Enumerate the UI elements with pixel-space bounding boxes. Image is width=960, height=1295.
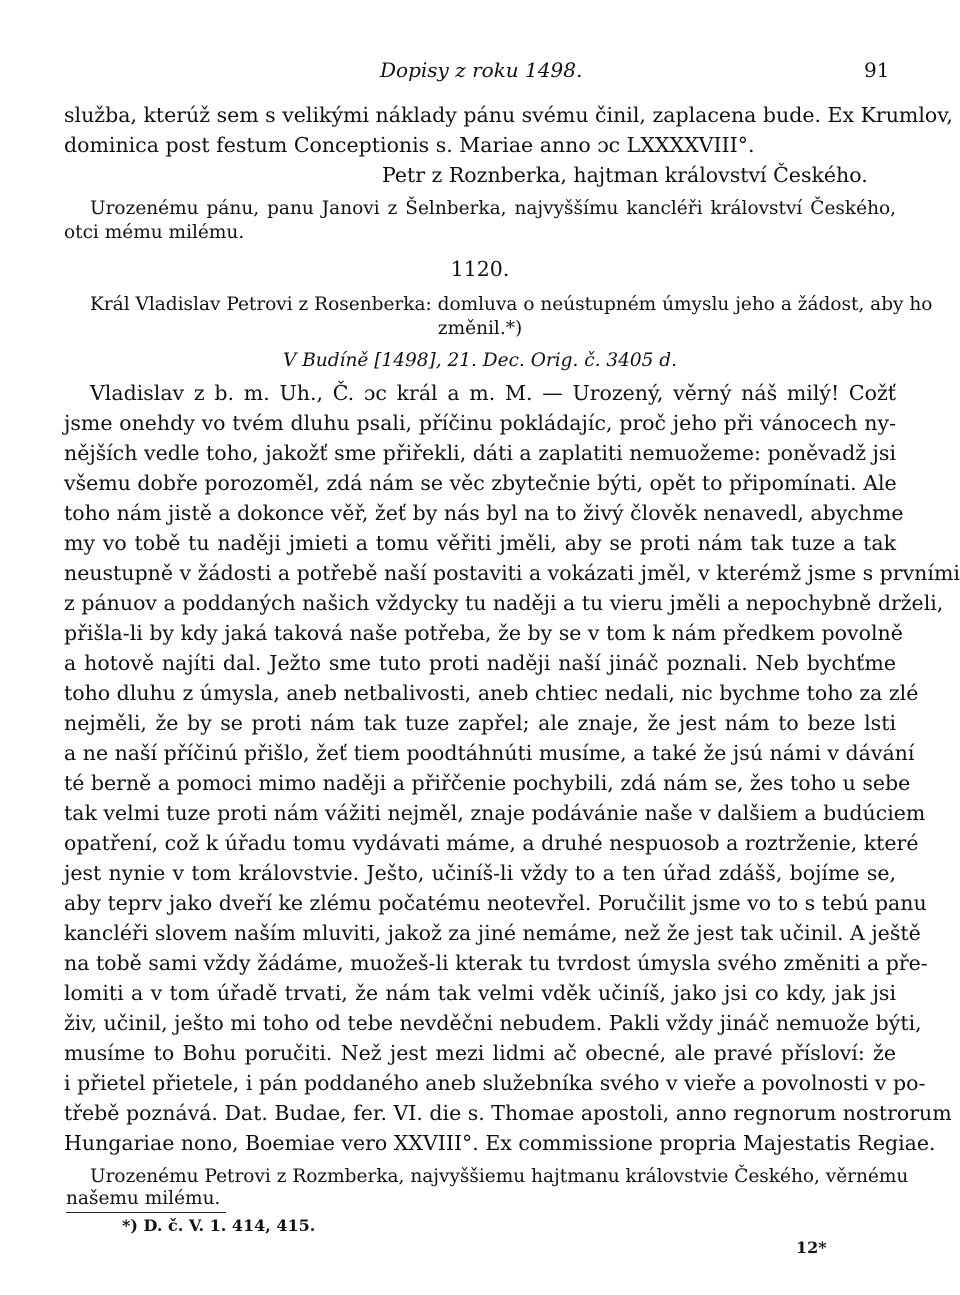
body-line: aby teprv jako dveří ke zlému počatému neotevřel. Poručilit jsme vo to s tebú panu	[64, 891, 927, 915]
body-line: a ne naší příčinú přišlo, žeť tiem poodtáhnúti musíme, a také že jsú námi v dávání	[64, 741, 915, 765]
document-number: 1120.	[450, 257, 510, 281]
dateline: V Budíně [1498], 21. Dec. Orig. č. 3405 d.	[282, 350, 678, 371]
body-line: i přietel přietele, i pán poddaného aneb služebníka svého v vieře a povolnosti v po-	[64, 1071, 926, 1095]
body-line: na tobě sami vždy žádáme, muožeš-li kterak tu tvrdost úmysla svého změniti a pře-	[64, 951, 928, 975]
body-line: Hungariae nono, Boemiae vero XXVIII°. Ex commissione propria Majestatis Regiae.	[64, 1131, 936, 1155]
address-line-2: otci mému milému.	[64, 222, 245, 243]
summary-line-2: změnil.*)	[437, 318, 523, 339]
body-line: jsme onehdy vo tvém dluhu psali, příčinu pokládajíc, proč jeho při vánocech ny-	[64, 411, 896, 435]
footnote-rule	[66, 1212, 226, 1213]
body-line: Vladislav z b. m. Uh., Č. ɔc král a m. M. — Urozený, věrný náš milý! Cožť	[90, 381, 896, 405]
summary-line-1: Král Vladislav Petrovi z Rosenberka: domluva o neústupném úmyslu jeho a žádost, aby ho	[90, 294, 933, 315]
body-line: lomiti a v tom úřadě trvati, že nám tak velmi vděk učiníš, jako jsi co kdy, jak jsi	[64, 981, 896, 1005]
sender-signature: Petr z Roznberka, hajtman království Českého.	[382, 163, 868, 187]
intro-line-1: služba, kterúž sem s velikými náklady pánu svému činil, zaplacena bude. Ex Krumlov,	[64, 103, 953, 127]
body-line: třebě poznává. Dat. Budae, fer. VI. die s. Thomae apostoli, anno regnorum nostrorum	[64, 1101, 952, 1125]
body-line: přišla-li by kdy jaká taková naše potřeba, že by se v tom k nám předkem povolně	[64, 621, 903, 645]
body-line: nejměli, že by se proti nám tak tuze zapřel; ale znaje, že jest nám to beze lsti	[64, 711, 896, 735]
address2-line-1: Urozenému Petrovi z Rozmberka, najvyššiemu hajtmanu královstvie Českého, věrnému	[90, 1166, 909, 1187]
running-header-title: Dopisy z roku 1498.	[380, 58, 583, 82]
body-line: z pánuov a poddaných našich vždycky tu naději a tu vieru jměli a nepochybně drželi,	[64, 591, 944, 615]
footnote: *) D. č. V. 1. 414, 415.	[122, 1216, 316, 1235]
address2-line-2: našemu milému.	[66, 1188, 221, 1209]
body-line: té berně a pomoci mimo naději a přiřčenie pochybili, zdá nám se, žes toho u sebe	[64, 771, 911, 795]
body-line: a hotově najíti dal. Ježto sme tuto proti naději naší jináč poznali. Neb bychťme	[64, 651, 896, 675]
body-line: toho dluhu z úmysla, aneb netbalivosti, aneb chtiec nedali, nic bychme toho za zlé	[64, 681, 919, 705]
body-line: toho nám jistě a dokonce věř, žeť by nás byl na to živý člověk nenavedl, abychme	[64, 501, 904, 525]
body-line: živ, učinil, ješto mi toho od tebe nevděčni nebudem. Pakli vždy jináč nemuože býti,	[64, 1011, 922, 1035]
page-number: 91	[864, 58, 890, 82]
body-line: jest nynie v tom královstvie. Ješto, učiníš-li vždy to a ten úřad zdášš, bojíme se,	[64, 861, 896, 885]
body-line: my vo tobě tu naději jmieti a tomu věřiti jměli, aby se proti nám tak tuze a tak	[64, 531, 896, 555]
body-line: všemu dobře porozoměl, zdá nám se věc zbytečnie býti, opět to připomínati. Ale	[64, 471, 897, 495]
body-line: musíme to Bohu poručiti. Než jest mezi lidmi ač obecné, ale pravé přísloví: že	[64, 1041, 896, 1065]
body-line: opatření, což k úřadu tomu vydávati máme, a druhé nespuosob a roztrženie, které	[64, 831, 919, 855]
intro-line-2: dominica post festum Conceptionis s. Mariae anno ɔc LXXXXVIII°.	[64, 133, 755, 157]
address-line-1: Urozenému pánu, panu Janovi z Šelnberka, najvyššímu kancléři království Českého,	[90, 198, 896, 219]
body-line: kancléři slovem naším mluviti, jakož za jiné nemáme, než že jest tak učinil. A ještě	[64, 921, 921, 945]
body-line: neustupně v žádosti a potřebě naší postaviti a vokázati jměl, v kterémž jsme s prvními	[64, 561, 960, 585]
signature-mark: 12*	[796, 1238, 827, 1257]
body-line: tak velmi tuze proti nám vážiti nejměl, znaje podávánie naše v dalšiem a budúciem	[64, 801, 926, 825]
body-line: nějších vedle toho, jakožť sme přiřekli, dáti a zaplatiti nemuožeme: poněvadž jsi	[64, 441, 896, 465]
